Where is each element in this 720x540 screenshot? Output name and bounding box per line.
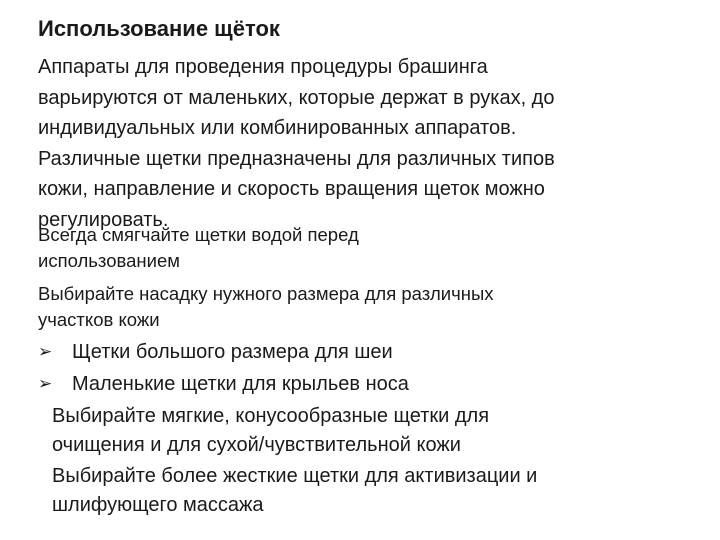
tip-line: очищения и для сухой/чувствительной кожи <box>52 434 461 456</box>
arrow-bullet-icon: ➢ <box>38 374 53 393</box>
bullet-text: Маленькие щетки для крыльев носа <box>72 373 409 395</box>
bullet-item-nose <box>38 370 409 398</box>
intro-paragraph <box>38 52 678 235</box>
slide-title: Использование щёток <box>38 16 280 41</box>
tip-line: Выбирайте более жесткие щетки для активизации и <box>52 465 538 487</box>
tip-line: Выбирайте насадку нужного размера для различных <box>38 283 494 304</box>
bullet-item-neck <box>38 338 393 366</box>
tip-soft-brushes <box>52 402 692 460</box>
tip-line: Выбирайте мягкие, конусообразные щетки для <box>52 405 490 427</box>
arrow-bullet-icon: ➢ <box>38 342 53 361</box>
intro-line: регулировать. <box>38 208 169 231</box>
tip-line: участков кожи <box>38 309 160 330</box>
tip-line: использованием <box>38 250 180 271</box>
intro-line: кожи, направление и скорость вращения щеток можно <box>38 178 545 200</box>
tip-line: шлифующего массажа <box>52 494 264 516</box>
intro-line: Аппараты для проведения процедуры брашинга <box>38 56 488 78</box>
tip-line: Всегда смягчайте щетки водой перед <box>38 224 359 245</box>
intro-line: Различные щетки предназначены для различных типов <box>38 147 555 170</box>
tip-hard-brushes <box>52 462 692 520</box>
tip-choose-size <box>38 281 678 333</box>
tip-soften-brushes <box>38 222 678 274</box>
intro-line: варьируются от маленьких, которые держат в руках, до <box>38 86 555 109</box>
intro-line: индивидуальных или комбинированных аппаратов. <box>38 117 517 139</box>
bullet-text: Щетки большого размера для шеи <box>72 341 393 363</box>
